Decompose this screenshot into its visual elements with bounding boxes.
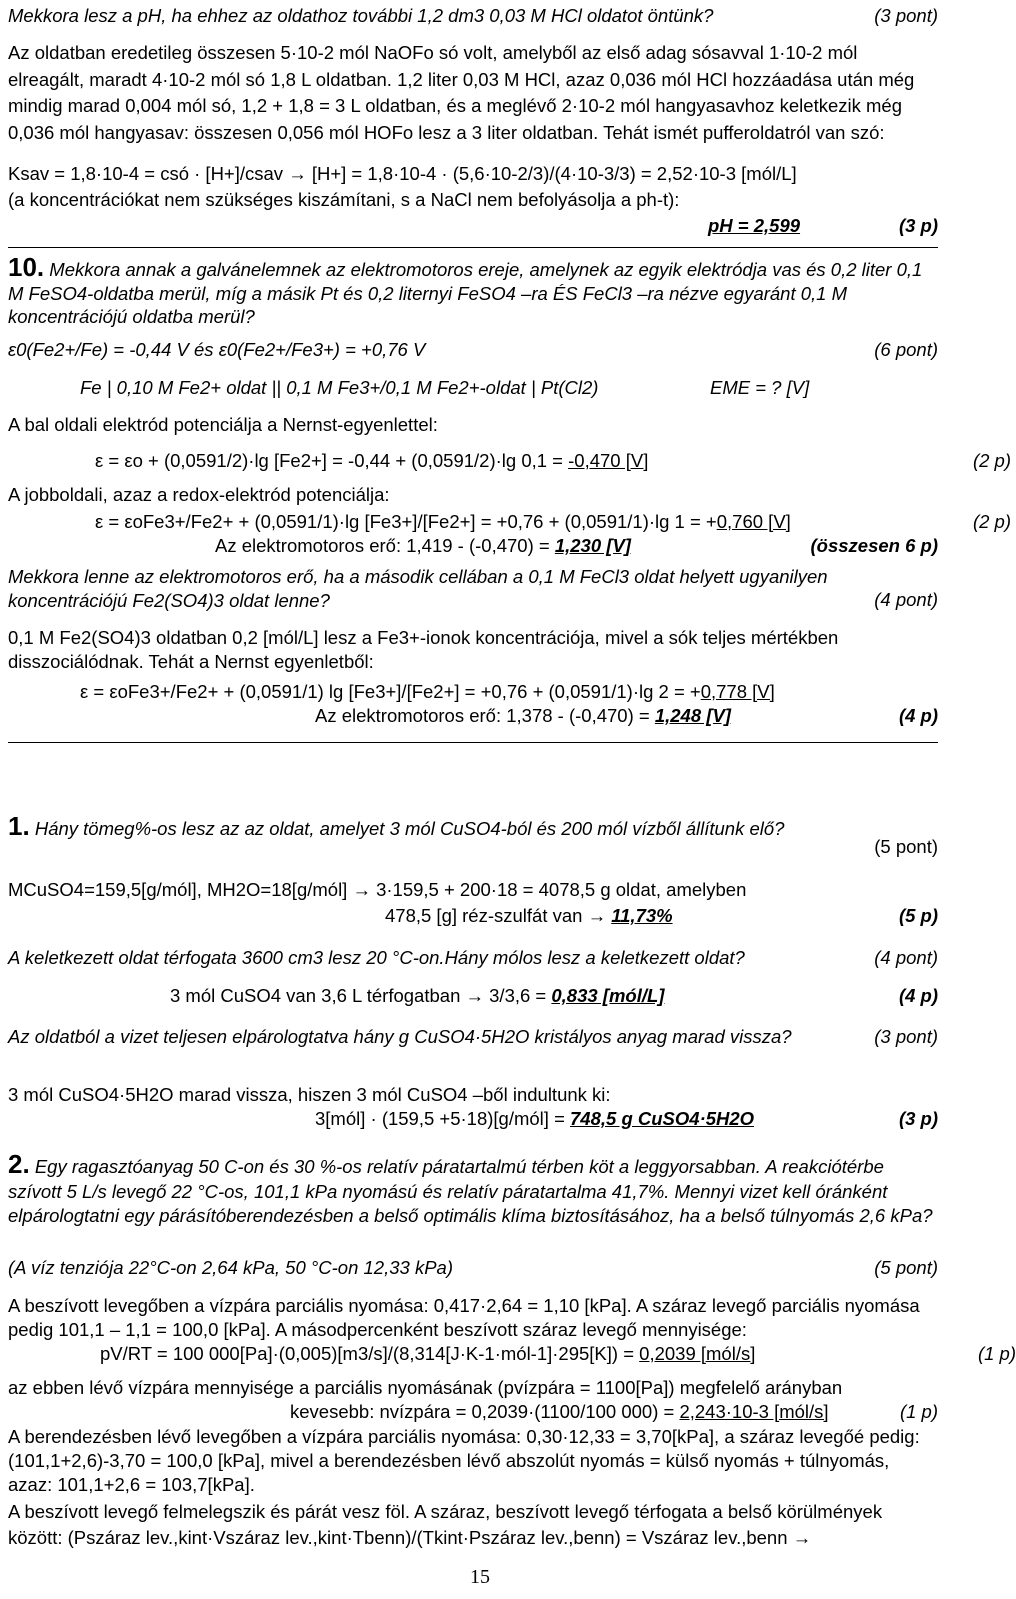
question-text: Mekkora lenne az elektromotoros erő, ha a második cellában a 0,1 M FeCl3 oldat helyett ugyanilyen koncentrációjú Fe2(SO4)3 oldat lenne?: [8, 566, 828, 611]
equation: kevesebb: nvízpára = 0,2039·(1100/100 000) =: [290, 1401, 680, 1422]
points: (5 p): [898, 905, 938, 926]
question-text: Hány tömeg%-os lesz az az oldat, amelyet 3 mól CuSO4-ból és 200 mól vízből állítunk elő?: [34, 818, 785, 839]
answer-10b: 0,1 M Fe2(SO4)3 oldatban 0,2 [mól/L] lesz a Fe3+-ionok koncentrációja, mivel a sók teljes mértékben disszociálódnak. Tehát a Nernst egyenletből:: [8, 627, 839, 672]
potentials-text: ε0(Fe2+/Fe) = -0,44 V és ε0(Fe2+/Fe3+) = +0,76 V: [8, 339, 426, 360]
points: (3 p): [898, 215, 938, 236]
result: 0,778 [V]: [700, 681, 775, 702]
emf-line: [215, 534, 938, 557]
result: 0,760 [V]: [716, 511, 791, 532]
left-electrode-title: A bal oldali elektród potenciálja a Nernst-egyenlettel:: [8, 414, 438, 435]
question-text: A keletkezett oldat térfogata 3600 cm3 lesz 20 °C-on.Hány mólos lesz a keletkezett oldat?: [8, 947, 745, 968]
mass-percent-line: [385, 904, 938, 927]
answer-1c-eq: [315, 1107, 938, 1130]
equation: 3[mól] · (159,5 +5·18)[g/mól] =: [315, 1108, 571, 1129]
points: (3 pont): [874, 1026, 938, 1047]
result: 0,2039 [mól/s]: [639, 1343, 756, 1364]
answer-2c: A berendezésben lévő levegőben a vízpára parciális nyomása: 0,30·12,33 = 3,70[kPa], a száraz levegőé pedig: (101,1+2,6)-3,70 = 100,0 [kPa], mivel a berendezésben lévő abszolút nyomás = külső nyomás + túlnyomás, azaz: 101,1+2,6 = 103,7[kPa].: [8, 1426, 920, 1495]
question-number: 10.: [8, 252, 45, 282]
equation: ε = εoFe3+/Fe2+ + (0,0591/1) lg [Fe3+]/[Fe2+] = +0,76 + (0,0591/1)·lg 2 = +: [80, 681, 701, 702]
divider: [8, 247, 938, 248]
equation: 478,5 [g] réz-szulfát van →: [385, 905, 612, 926]
points: (összesen 6 p): [810, 535, 938, 556]
question-1c: [8, 1025, 938, 1049]
points: (5 pont): [874, 1257, 938, 1278]
answer-10b-emf: [315, 704, 938, 727]
question-number: 1.: [8, 811, 30, 841]
answer-2b-eq: [290, 1400, 938, 1423]
page-number: 15: [470, 1566, 490, 1588]
question-text: Egy ragasztóanyag 50 C-on és 30 %-os relatív páratartalmú térben köt a leggyorsabban. A reakciótérbe szívott 5 L/s levegő 22 °C-os, 101,1 kPa nyomású és relatív páratartalma 41,7%. Mennyi vizet kell óránként elpárologtatni egy párásítóberendezésben a belső optimális klíma biztosításához, ha a belső túlnyomás 2,6 kPa?: [8, 1156, 933, 1226]
result: 748,5 g CuSO4·5H2O: [570, 1108, 755, 1129]
note-text: (A víz tenziója 22°C-on 2,64 kPa, 50 °C-on 12,33 kPa): [8, 1257, 453, 1278]
cell-notation: [80, 376, 938, 399]
cell-text: Fe | 0,10 M Fe2+ oldat || 0,1 M Fe3+/0,1 M Fe2+-oldat | Pt(Cl2): [80, 377, 599, 398]
standard-potentials: [8, 338, 938, 361]
points: (4 pont): [874, 947, 938, 968]
equation: ε = εoFe3+/Fe2+ + (0,0591/1)·lg [Fe3+]/[Fe2+] = +0,76 + (0,0591/1)·lg 1 = +: [95, 511, 717, 532]
question-number: 2.: [8, 1149, 30, 1179]
result: 2,243·10-3 [mól/s]: [679, 1401, 829, 1422]
answer-10b-eq: [80, 680, 938, 703]
question-text: Mekkora lesz a pH, ha ehhez az oldathoz további 1,2 dm3 0,03 M HCl oldatot öntünk?: [8, 5, 714, 26]
points: (4 p): [898, 985, 938, 1006]
result: 1,248 [V]: [654, 705, 731, 726]
question-10b: [8, 565, 938, 613]
left-electrode-eq: [95, 449, 1011, 472]
question-2: [8, 1149, 938, 1229]
points: (4 p): [898, 705, 938, 726]
answer-2d: A beszívott levegő felmelegszik és párát vesz föl. A száraz, beszívott levegő térfogata a belső körülmények között: (Pszáraz lev.,kint·Vszáraz lev.,kint·Tbenn)/(Tkint·Pszáraz lev.,benn) = Vszáraz lev.,benn →: [8, 1501, 883, 1548]
question-text: Az oldatból a vizet teljesen elpárologtatva hány g CuSO4·5H2O kristályos anyag marad vissza?: [8, 1026, 792, 1047]
equation: Az elektromotoros erő: 1,419 - (-0,470) =: [215, 535, 555, 556]
result: -0,470 [V]: [568, 450, 649, 471]
points: (3 p): [898, 1108, 938, 1129]
question-1b: [8, 946, 938, 969]
answer-1b: [170, 984, 938, 1007]
points: (1 p): [977, 1343, 1016, 1364]
answer-1c: 3 mól CuSO4·5H2O marad vissza, hiszen 3 mól CuSO4 –ből indultunk ki:: [8, 1084, 611, 1105]
points: (2 p): [972, 511, 1011, 532]
result: 11,73%: [611, 905, 673, 926]
points: (6 pont): [874, 339, 938, 360]
result: 0,833 [mól/L]: [551, 985, 665, 1006]
equation: ε = εo + (0,0591/2)·lg [Fe2+] = -0,44 + (0,0591/2)·lg 0,1 =: [95, 450, 569, 471]
right-electrode-title: A jobboldali, azaz a redox-elektród potenciálja:: [8, 484, 390, 505]
eme-label: EME = ? [V]: [710, 377, 810, 398]
answer-2a: A beszívott levegőben a vízpára parciális nyomása: 0,417·2,64 = 1,10 [kPa]. A száraz levegő parciális nyomása pedig 101,1 – 1,1 = 100,0 [kPa]. A másodpercenként beszívott száraz levegő mennyisége:: [8, 1295, 920, 1340]
question-ph: [8, 4, 938, 27]
question-1: [8, 811, 838, 841]
molar-mass-line: MCuSO4=159,5[g/mól], MH2O=18[g/mól] → 3·159,5 + 200·18 = 4078,5 g oldat, amelyben: [8, 879, 747, 900]
ph-result: pH = 2,599: [708, 215, 801, 236]
question-text: Mekkora annak a galvánelemnek az elektromotoros ereje, amelynek az egyik elektródja vas és 0,2 liter 0,1 M FeSO4-oldatba merül, míg a másik Pt és 0,2 liternyi FeSO4 –ra ÉS FeCl3 –ra nézve egyaránt 0,1 M koncentrációjú oldatba merül?: [8, 259, 923, 327]
note: (a koncentrációkat nem szükséges kiszámítani, s a NaCl nem befolyásolja a ph-t):: [8, 189, 680, 210]
question-10: [8, 252, 938, 329]
points: (2 p): [972, 450, 1011, 471]
ksav-equation: Ksav = 1,8·10-4 = csó · [H+]/csav → [H+] = 1,8·10-4 · (5,6·10-2/3)/(4·10-3/3) = 2,52·10-3 [mól/L]: [8, 163, 797, 184]
answer-paragraph: Az oldatban eredetileg összesen 5·10-2 mól NaOFo só volt, amelyből az első adag sósavval 1·10-2 mól elreagált, maradt 4·10-2 mól só 1,8 L oldatban. 1,2 liter 0,03 M HCl, azaz 0,036 mól HCl hozzáadása után még mindig marad 0,004 mól só, 1,2 + 1,8 = 3 L oldatban, és a meglévő 2·10-2 mól hangyasavhoz keletkezik még 0,036 mól hangyasav: összesen 0,056 mól HOFo lesz a 3 liter oldatban. Tehát ismét pufferoldatról van szó:: [8, 42, 915, 143]
result: 1,230 [V]: [554, 535, 631, 556]
points: (1 p): [899, 1401, 938, 1422]
points: (4 pont): [874, 589, 938, 610]
equation: 3 mól CuSO4 van 3,6 L térfogatban → 3/3,6 =: [170, 985, 552, 1006]
answer-2a-eq: [100, 1342, 1016, 1365]
points: (5 pont): [874, 836, 938, 857]
answer-2b: az ebben lévő vízpára mennyisége a parciális nyomásának (pvízpára = 1100[Pa]) megfelelő arányban: [8, 1377, 843, 1398]
tension-note: [8, 1256, 938, 1279]
divider: [8, 742, 938, 743]
right-electrode-eq: [95, 510, 1011, 533]
equation: pV/RT = 100 000[Pa]·(0,005)[m3/s]/(8,314[J·K-1·mól-1]·295[K]) =: [100, 1343, 640, 1364]
equation: Az elektromotoros erő: 1,378 - (-0,470) =: [315, 705, 655, 726]
points: (3 pont): [874, 5, 938, 26]
